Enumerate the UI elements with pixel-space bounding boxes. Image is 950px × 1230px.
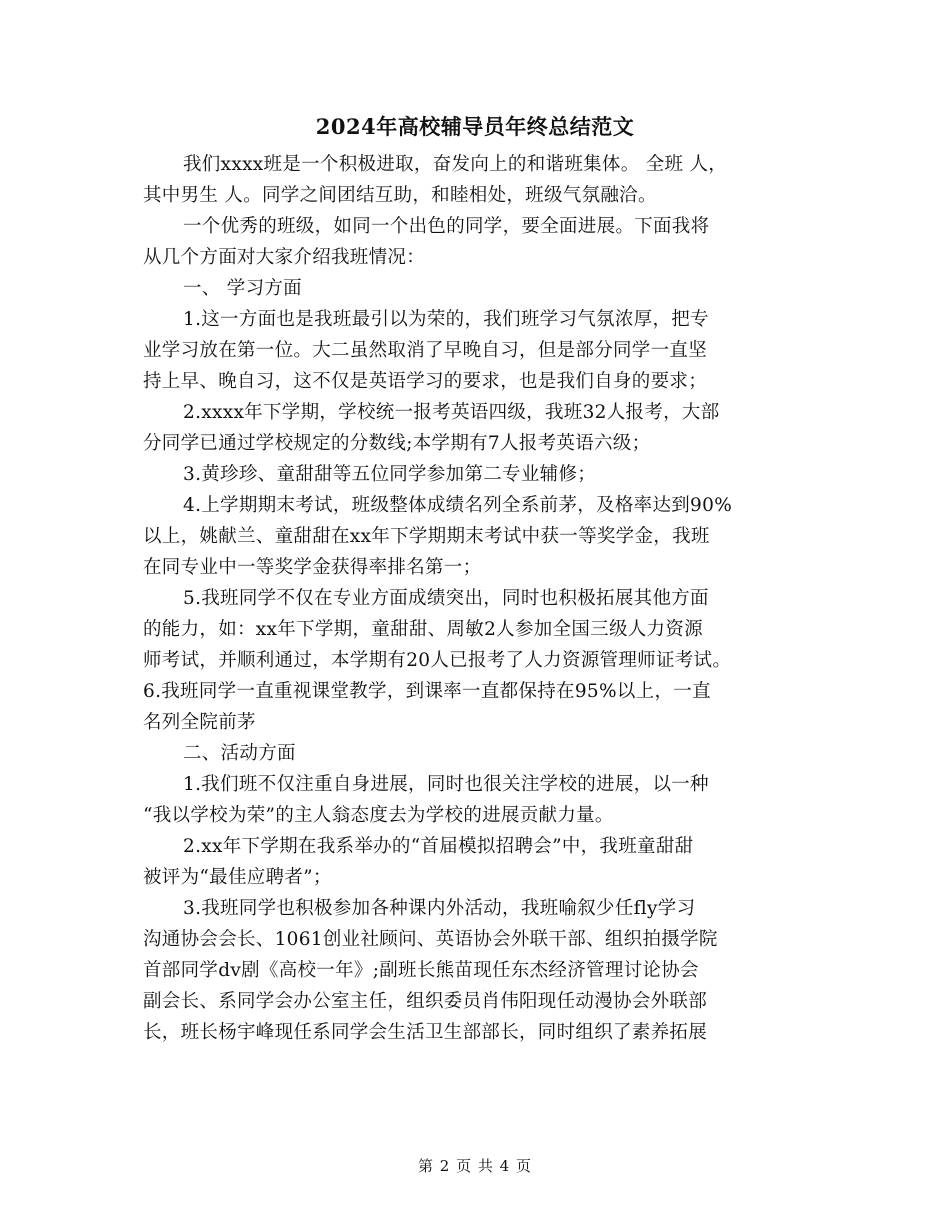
- text-line: 3.我班同学也积极参加各种课内外活动，我班喻叙少任fly学习: [183, 898, 696, 919]
- document-body: [143, 149, 811, 1048]
- text-line: 一、 学习方面: [183, 278, 302, 299]
- text-line: 以上，姚献兰、童甜甜在xx年下学期期末考试中获一等奖学金，我班: [143, 526, 710, 547]
- text-line: 业学习放在第一位。大二虽然取消了早晚自习，但是部分同学一直坚: [143, 340, 708, 361]
- text-line: 我们xxxx班是一个积极进取，奋发向上的和谐班集体。 全班 人，: [183, 154, 728, 175]
- text-line: 长，班长杨宇峰现任系同学会生活卫生部部长，同时组织了素养拓展: [143, 1022, 708, 1043]
- text-line: 副会长、系同学会办公室主任，组织委员肖伟阳现任动漫协会外联部: [143, 991, 708, 1012]
- text-line: 1.这一方面也是我班最引以为荣的，我们班学习气氛浓厚，把专: [183, 309, 709, 330]
- page-footer: 第 2 页 共 4 页: [418, 1157, 532, 1175]
- text-line: 2.xxxx年下学期，学校统一报考英语四级，我班32人报考，大部: [183, 402, 720, 423]
- text-line: 一个优秀的班级，如同一个出色的同学，要全面进展。下面我将: [183, 216, 710, 237]
- text-line: 师考试，并顺利通过，本学期有20人已报考了人力资源管理师证考试。: [143, 650, 732, 671]
- text-line: 5.我班同学不仅在专业方面成绩突出，同时也积极拓展其他方面: [183, 588, 709, 609]
- text-line: 分同学已通过学校规定的分数线;本学期有7人报考英语六级；: [143, 433, 651, 454]
- text-line: 从几个方面对大家介绍我班情况：: [143, 247, 426, 268]
- text-line: 其中男生 人。同学之间团结互助，和睦相处，班级气氛融洽。: [143, 185, 657, 206]
- text-line: 名列全院前茅: [143, 712, 256, 733]
- text-line: 6.我班同学一直重视课堂教学，到课率一直都保持在95%以上，一直: [143, 681, 711, 702]
- text-line: 沟通协会会长、1061创业社顾问、英语协会外联干部、组织拍摄学院: [143, 929, 718, 950]
- text-line: 被评为“最佳应聘者”；: [143, 867, 332, 888]
- text-line: 2.xx年下学期在我系举办的“首届模拟招聘会”中，我班童甜甜: [183, 836, 694, 857]
- text-line: 持上早、晚自习，这不仅是英语学习的要求，也是我们自身的要求；: [143, 371, 708, 392]
- text-line: 4.上学期期末考试，班级整体成绩名列全系前茅，及格率达到90%: [183, 495, 733, 516]
- text-line: “我以学校为荣”的主人翁态度去为学校的进展贡献力量。: [143, 805, 614, 826]
- text-line: 首部同学dv剧《高校一年》;副班长熊苗现任东杰经济管理讨论协会: [143, 960, 699, 981]
- document-title: 2024年高校辅导员年终总结范文: [315, 114, 635, 139]
- text-line: 1.我们班不仅注重自身进展，同时也很关注学校的进展，以一种: [183, 774, 709, 795]
- text-line: 的能力，如：xx年下学期，童甜甜、周敏2人参加全国三级人力资源: [143, 619, 703, 640]
- text-line: 在同专业中一等奖学金获得率排名第一；: [143, 557, 482, 578]
- text-line: 二、活动方面: [183, 743, 296, 764]
- text-line: 3.黄珍珍、童甜甜等五位同学参加第二专业辅修；: [183, 464, 597, 485]
